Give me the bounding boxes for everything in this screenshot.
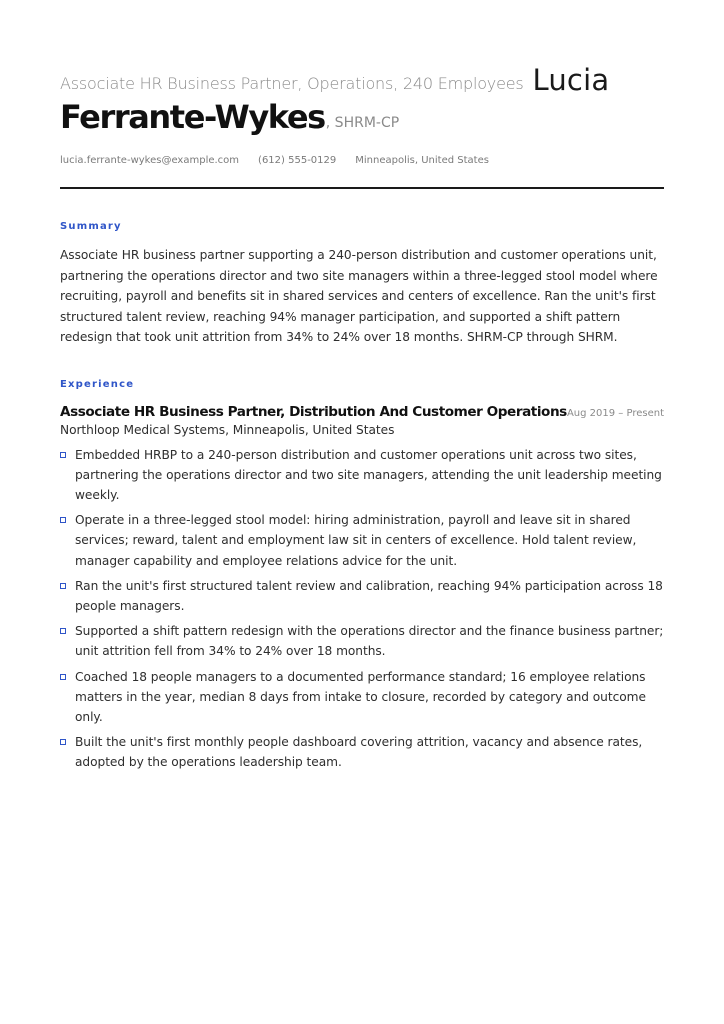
bullet-item: [60, 621, 664, 661]
role-title: Associate HR Business Partner, Operations, 240 Employees: [60, 74, 524, 93]
last-name: Ferrante-Wykes: [60, 98, 325, 136]
summary-heading: Summary: [60, 221, 122, 232]
square-bullet-icon: [60, 628, 66, 634]
square-bullet-icon: [60, 517, 66, 523]
resume-page: [60, 58, 664, 778]
credential: , SHRM-CP: [325, 115, 400, 131]
experience-heading: Experience: [60, 378, 135, 390]
first-name: Lucia: [532, 63, 610, 97]
header-line-1: [60, 58, 664, 96]
header-divider: [60, 187, 664, 189]
job-title: Associate HR Business Partner, Distribution And Customer Operations: [60, 403, 567, 420]
bullet-item: [60, 510, 664, 571]
job-dates: Aug 2019 – Present: [566, 407, 664, 419]
job-entry: [60, 404, 664, 773]
email: lucia.ferrante-wykes@example.com: [60, 155, 240, 166]
bullet-text: Built the unit's first monthly people dashboard covering attrition, vacancy and absence rates, adopted by the operations leadership team.: [75, 735, 643, 770]
bullet-text: Operate in a three-legged stool model: hiring administration, payroll and leave sit in shared services; reward, talent and employment law sit in centers of excellence. Hold talent review, manager capability and employee relations advice for the unit.: [75, 513, 637, 568]
contact-info: [60, 155, 664, 166]
square-bullet-icon: [60, 739, 66, 745]
bullet-text: Coached 18 people managers to a documented performance standard; 16 employee relations matters in the year, median 8 days from intake to closure, recorded by category and outcome only.: [75, 669, 646, 724]
square-bullet-icon: [60, 674, 66, 680]
bullet-item: [60, 576, 664, 616]
bullet-text: Embedded HRBP to a 240-person distribution and customer operations unit across two sites, partnering the operations director and two site managers, attending the unit leadership meeting weekly.: [75, 447, 662, 502]
location: Minneapolis, United States: [355, 155, 489, 166]
job-company: Northloop Medical Systems, Minneapolis, United States: [60, 422, 395, 437]
summary-text: Associate HR business partner supporting a 240-person distribution and customer operations unit, partnering the operations director and two site managers within a three-legged stool model where recruiting, payroll and benefits sit in shared services and centers of excellence. Ran the unit's first structured talent review, reaching 94% manager participation, and supported a shift pattern redesign that took unit attrition from 34% to 24% over 18 months. SHRM-CP through SHRM.: [60, 248, 658, 344]
job-bullets: [60, 445, 664, 773]
bullet-item: [60, 445, 664, 506]
square-bullet-icon: [60, 452, 66, 458]
phone: (612) 555-0129: [258, 155, 337, 166]
header-line-2: [60, 97, 664, 137]
job-header: [60, 404, 664, 420]
bullet-item: [60, 732, 664, 772]
square-bullet-icon: [60, 583, 66, 589]
bullet-text: Supported a shift pattern redesign with the operations director and the finance business partner; unit attrition fell from 34% to 24% over 18 months.: [75, 624, 664, 659]
bullet-text: Ran the unit's first structured talent review and calibration, reaching 94% participation across 18 people managers.: [75, 578, 663, 613]
bullet-item: [60, 667, 664, 728]
